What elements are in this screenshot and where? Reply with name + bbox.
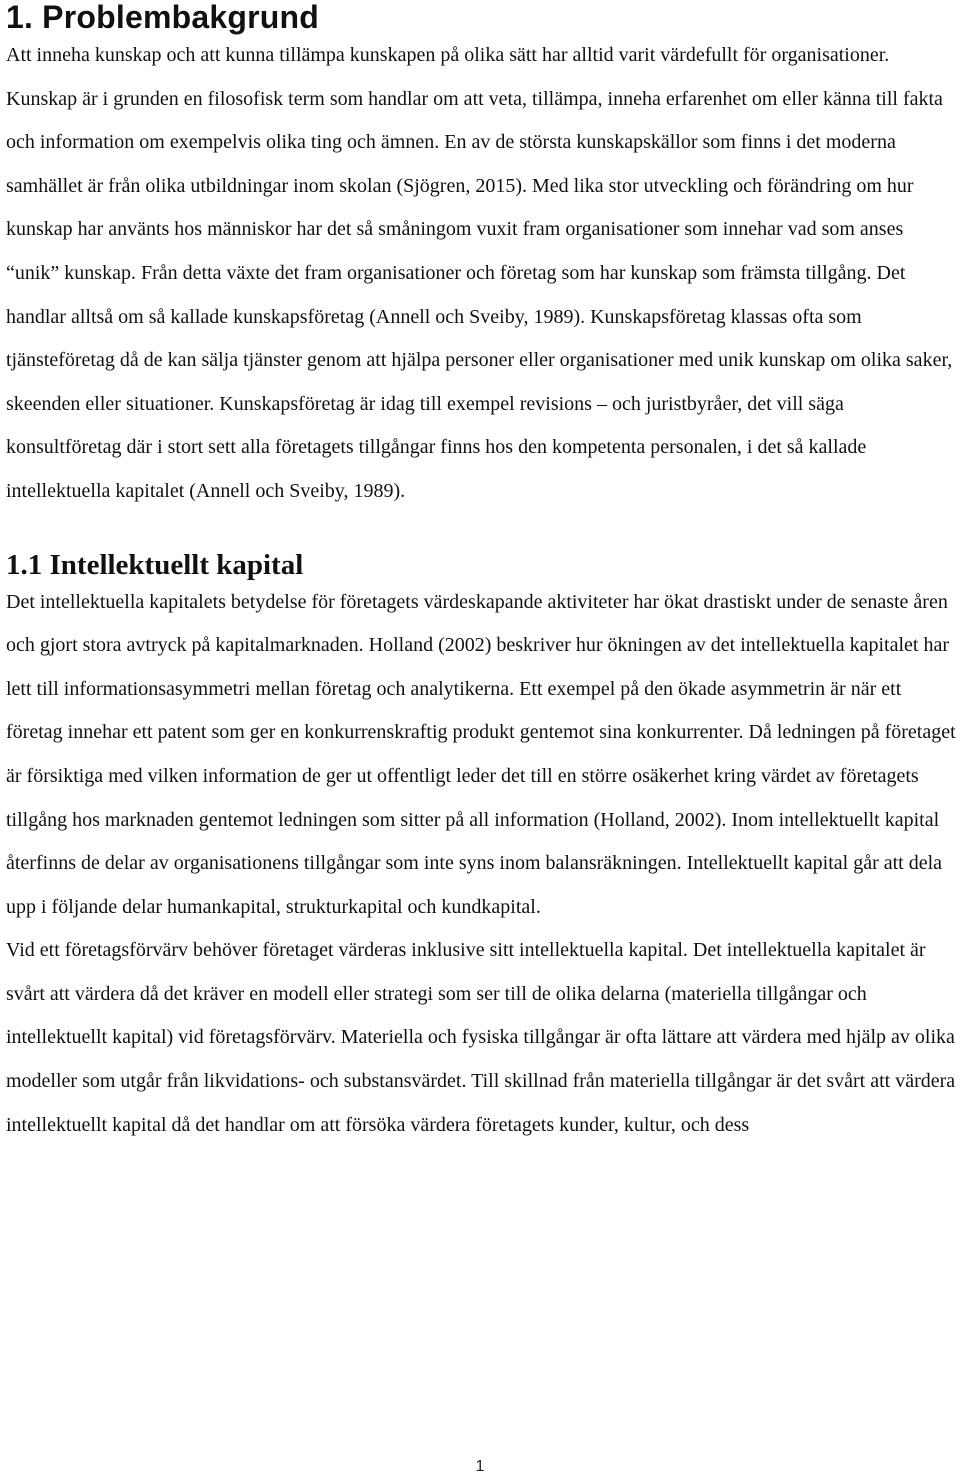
subsection bbox=[6, 549, 958, 581]
subsection-paragraph-2: Vid ett företagsförvärv behöver företaget värderas inklusive sitt intellektuella kapital. Det intellektuella kapitalet är svårt att värdera då det kräver en modell eller strategi som ser till de olika delarna (materiella tillgångar och intellektuellt kapital) vid företagsförvärv. Materiella och fysiska tillgångar är ofta lättare att värdera med hjälp av olika modeller som utgår från likvidations- och substansvärdet. Till skillnad från materiella tillgångar är det svårt att värdera intellektuellt kapital då det handlar om att försöka värdera företagets kunder, kultur, och dess bbox=[6, 939, 956, 1136]
section-paragraph: Att inneha kunskap och att kunna tillämpa kunskapen på olika sätt har alltid varit värdefullt för organisationer. Kunskap är i grunden en filosofisk term som handlar om att veta, tillämpa, inneha erfarenhet om eller känna till fakta och information om exempelvis olika ting och ämnen. En av de största kunskapskällor som finns i det moderna samhället är från olika utbildningar inom skolan (Sjögren, 2015). Med lika stor utveckling och förändring om hur kunskap har använts hos människor har det så småningom vuxit fram organisationer som innehar vad som anses “unik” kunskap. Från detta växte det fram organisationer och företag som har kunskap som främsta tillgång. Det handlar alltså om så kallade kunskapsföretag (Annell och Sveiby, 1989). Kunskapsföretag klassas ofta som tjänsteföretag då de kan sälja tjänster genom att hjälpa personer eller organisationer med unik kunskap om olika saker, skeenden eller situationer. Kunskapsföretag är idag till exempel revisions – och juristbyråer, det vill säga konsultföretag där i stort sett alla företagets tillgångar finns hos den kompetenta personalen, i det så kallade intellektuella kapitalet (Annell och Sveiby, 1989). bbox=[6, 44, 953, 502]
section-heading: 1. Problembakgrund bbox=[6, 0, 319, 35]
page-number: 1 bbox=[475, 1458, 485, 1475]
subsection-heading: 1.1 Intellektuellt kapital bbox=[6, 548, 304, 581]
subsection-paragraph-1: Det intellektuella kapitalets betydelse för företagets värdeskapande aktiviteter har ökat drastiskt under de senaste åren och gjort stora avtryck på kapitalmarknaden. Holland (2002) beskriver hur ökningen av det intellektuella kapitalet har lett till informationsasymmetri mellan företag och analytikerna. Ett exempel på den ökade asymmetrin är när ett företag innehar ett patent som ger en konkurrenskraftig produkt gentemot sina konkurrenter. Då ledningen på företaget är försiktiga med vilken information de ger ut offentligt leder det till en större osäkerhet kring värdet av företagets tillgång hos marknaden gentemot ledningen som sitter på all information (Holland, 2002). Inom intellektuellt kapital återfinns de delar av organisationens tillgångar som inte syns inom balansräkningen. Intellektuellt kapital går att dela upp i följande delar humankapital, strukturkapital och kundkapital. bbox=[6, 590, 956, 918]
document-page bbox=[6, 0, 958, 1147]
